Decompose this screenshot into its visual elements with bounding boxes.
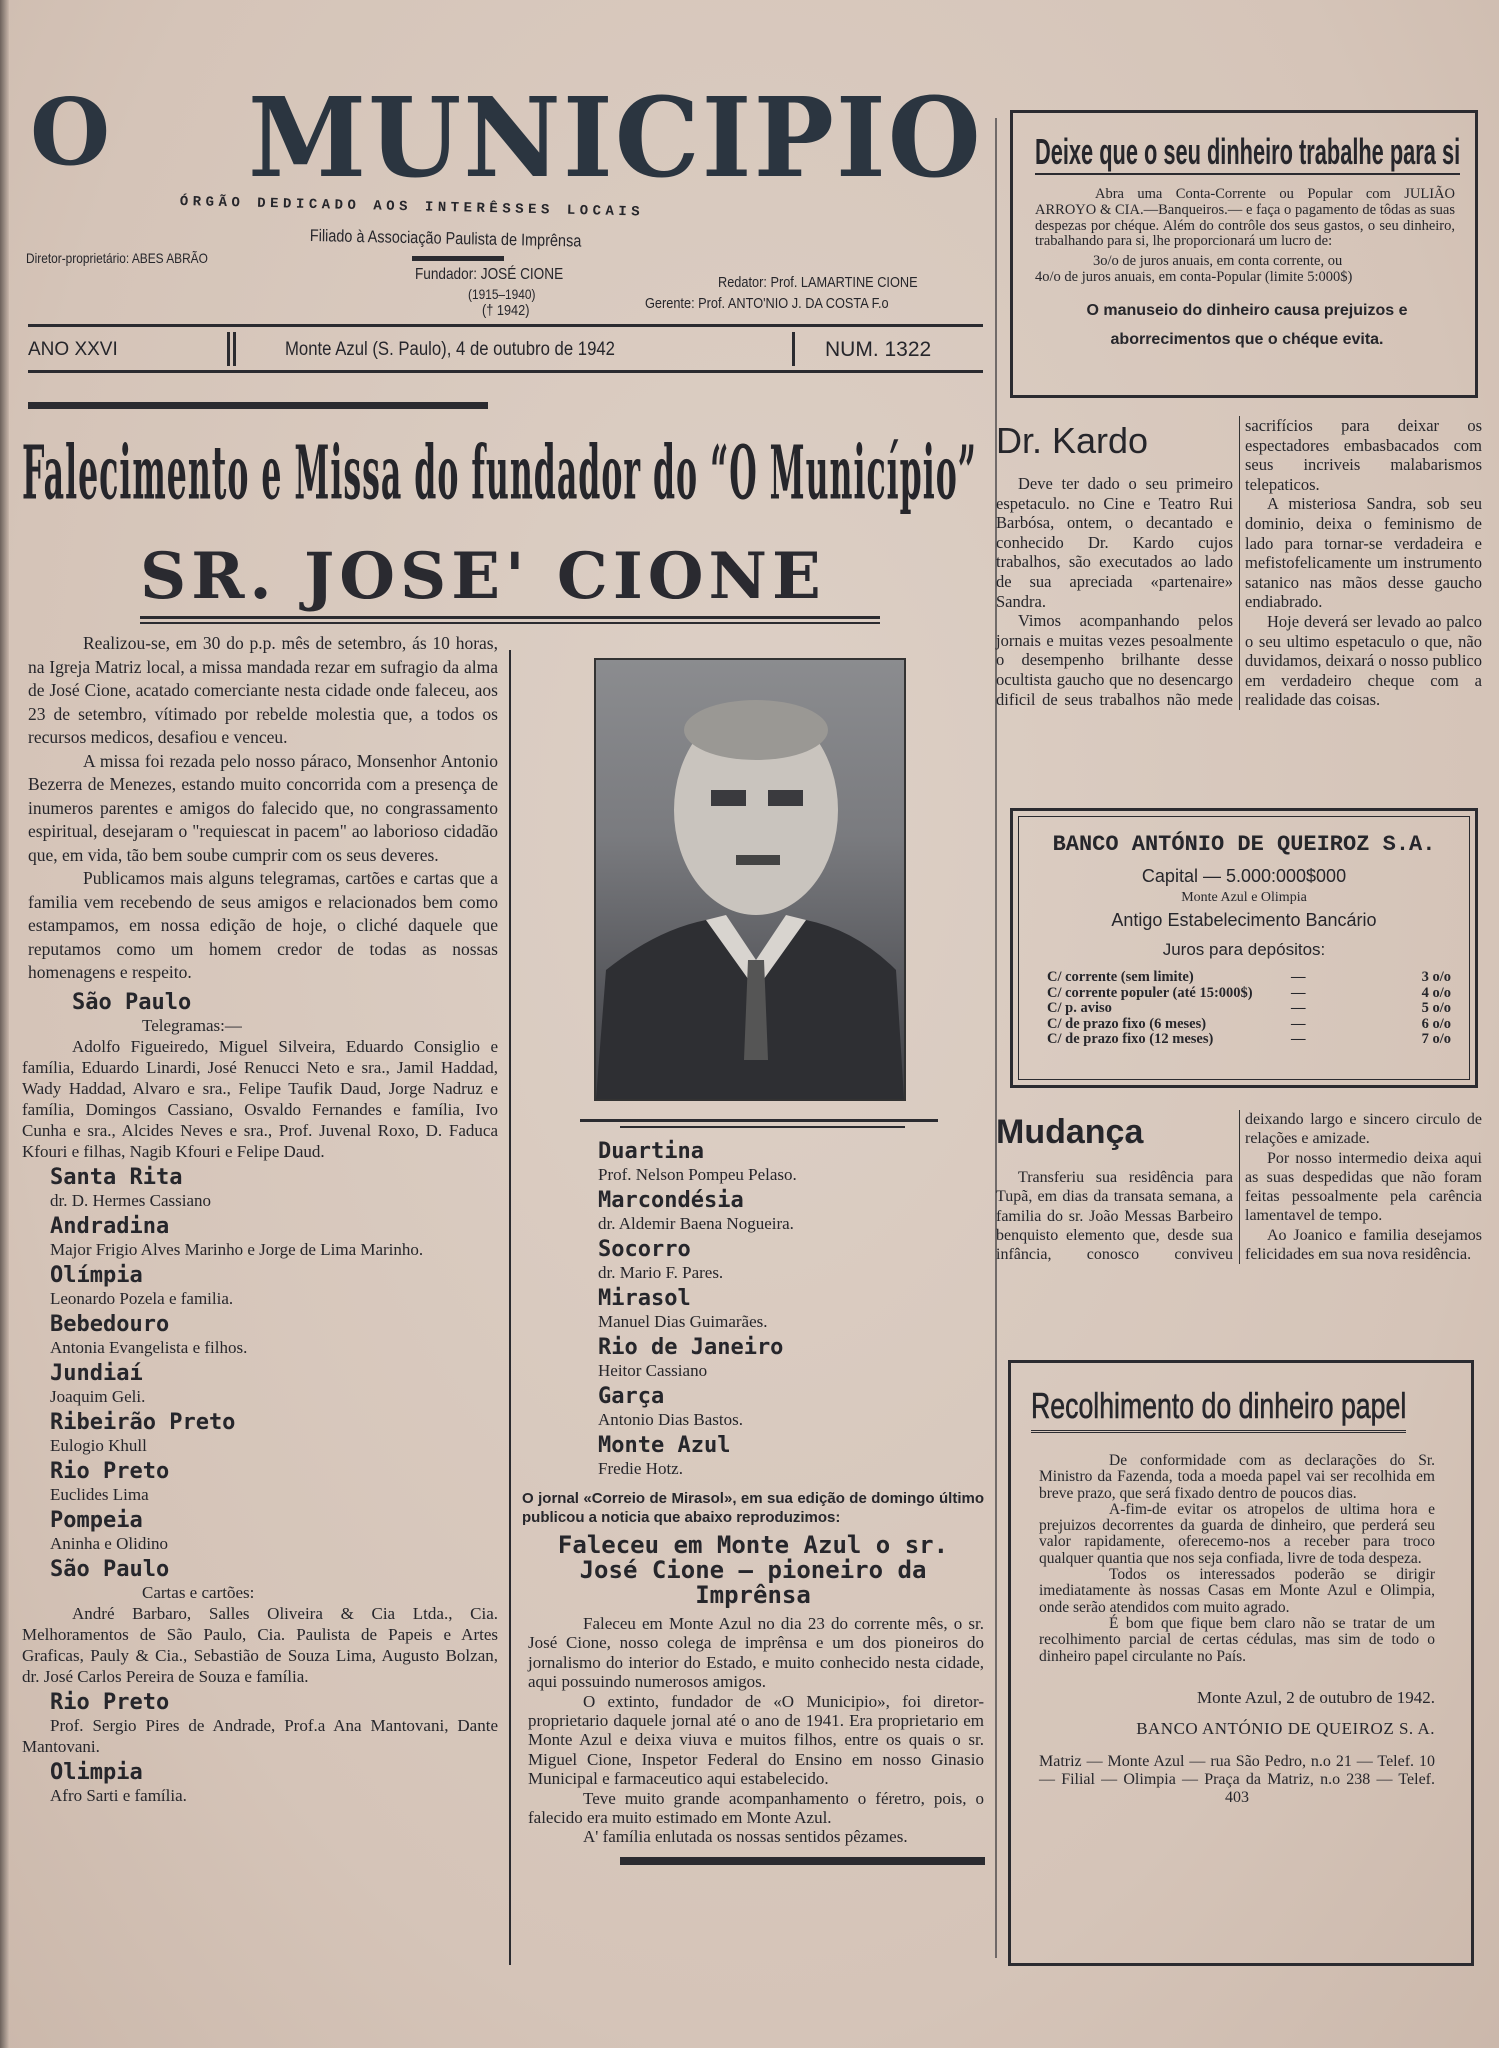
mudanca-body xyxy=(996,1110,1482,1264)
section-names: dr. Aldemir Baena Nogueira. xyxy=(598,1214,794,1233)
section-names: Fredie Hotz. xyxy=(598,1459,683,1478)
masthead-title: MUNICIPIO xyxy=(248,73,983,202)
paragraph: A misteriosa Sandra, sob seu dominio, deixa o feminismo de lado para tornar-se verdadeira e mefistofelicamente um instrumento satanico nas mãos desse gaucho endiabrado. xyxy=(1245,494,1482,612)
paragraph: Todos os interessados poderão se dirigir imediatamente às nossas Casas em Monte Azul e Olimpia, onde serão atendidos com muito agrado. xyxy=(1039,1566,1435,1616)
recolhimento-signature: BANCO ANTÓNIO DE QUEIROZ S. A. xyxy=(1136,1718,1435,1738)
rate-value: 4 o/o xyxy=(1421,984,1451,1001)
masthead-director: Diretor-proprietário: ABES ABRÃO xyxy=(26,250,208,266)
rate-row xyxy=(1047,1001,1451,1017)
rate-row xyxy=(1047,986,1451,1002)
divider xyxy=(412,256,504,261)
column-divider xyxy=(995,118,997,1958)
bank-tagline: Antigo Estabelecimento Bancário xyxy=(1111,910,1377,930)
masthead-affiliation: Filiado à Associação Paulista de Imprênsa xyxy=(309,226,582,251)
rate-value: 5 o/o xyxy=(1421,1000,1451,1016)
condolence-section xyxy=(22,1411,498,1456)
paragraph: Vimos acompanhando pelos jornais e muitas vezes pesoalmente o desempenho brilhante desse ocultista gaucho que no desencargo dificil de seus trabalhos não mede sacrifícios para deixar os espectadores embasbacados com seus incriveis malabarismos telepaticos. xyxy=(996,416,1482,709)
paragraph: Hoje deverá ser levado ao palco o seu ultimo espetaculo o que, não duvidamos, deixará o nosso publico em verdadeiro cheque com a realidade das coisas. xyxy=(1245,611,1482,710)
masthead-founder: Fundador: JOSÉ CIONE xyxy=(415,266,564,283)
place-date: Monte Azul (S. Paulo), 4 de outubro de 1942 xyxy=(285,339,615,360)
paragraph: De conformidade com as declarações do Sr. Ministro da Fazenda, toda a moeda papel vai ser recolhida em breve prazo, que será fixado dentro de poucos dias. xyxy=(1039,1452,1435,1502)
paragraph: É bom que fique bem claro não se tratar de um recolhimento parcial de certas cédulas, mas sim de todo o dinheiro papel circulante no País. xyxy=(1039,1614,1435,1665)
paragraph: Realizou-se, em 30 do p.p. mês de setembro, ás 10 horas, na Igreja Matriz local, a missa mandada rezar em sufragio da alma de José Cione, acatado comerciante nesta cidade onde faleceu, aos 23 de setembro, vítimado por rebelde molestia que, a todos os recursos medicos, desafiou e venceu. xyxy=(28,633,498,747)
section-names: Antonio Dias Bastos. xyxy=(598,1410,743,1429)
recolhimento-title: Recolhimento do dinheiro papel xyxy=(1031,1385,1406,1426)
portrait-photo xyxy=(594,658,906,1101)
place-heading: Pompeia xyxy=(50,1507,143,1533)
rate-dash: — xyxy=(1291,984,1306,1001)
reprint-body xyxy=(528,1614,984,1847)
paragraph: Teve muito grande acompanhamento o féretro, pois, o falecido era muito estimado em Monte Azul. xyxy=(528,1788,984,1828)
section-names: Major Frigio Alves Marinho e Jorge de Lima Marinho. xyxy=(50,1239,424,1259)
place-heading: Rio de Janeiro xyxy=(598,1335,784,1360)
section-names: Adolfo Figueiredo, Miguel Silveira, Eduardo Consiglio e família, Eduardo Linardi, José Renucci Neto e sra., Jamil Haddad, Wady Haddad, Alvaro e sra., Felipe Taufik Daud, Jorge Nadruz e família, Domingos Cassiano, Osvaldo Fernandes e família, Ivo Cunha e sra., Alcides Neves e sra., Prof. Juvenal Roxo, D. Faduca Kfouri e filhas, Nagib Kfouri e Felipe Daud. xyxy=(22,1036,498,1161)
middle-column xyxy=(522,1136,984,1865)
masthead-subtitle: ÓRGÃO DEDICADO AOS INTERÊSSES LOCAIS xyxy=(179,194,645,221)
condolence-list-left xyxy=(22,991,498,1806)
rate-dash: — xyxy=(1291,1015,1306,1032)
section-subheading: Cartas e cartões: xyxy=(142,1582,255,1602)
masthead-founder-years: (1915–1940) xyxy=(468,286,536,302)
rate-row xyxy=(1047,970,1451,986)
cheque-ad-rate-2: 4o/o de juros anuais, em conta-Popular (limite 5:000$) xyxy=(1035,268,1353,285)
place-heading: Marcondésia xyxy=(598,1188,744,1213)
condolence-section xyxy=(570,1189,984,1234)
place-heading: Andradina xyxy=(50,1213,170,1239)
recolhimento-address: Matriz — Monte Azul — rua São Pedro, n.o 21 — Telef. 10 — Filial — Olimpia — Praça da Matriz, n.o 238 — Telef. 403 xyxy=(1039,1752,1435,1806)
condolence-section xyxy=(22,1761,498,1806)
masthead-founder-death: († 1942) xyxy=(482,302,530,319)
paragraph: A-fim-de evitar os atropelos de ultima hora e prejuizos decorrentes da guarda de dinheiro, que perderá seu valor rapidamente, oferecemo-nos a receber para troco qualquer quantia que nos seja confiada, livre de toda despeza. xyxy=(1039,1500,1435,1567)
section-names: Manuel Dias Guimarães. xyxy=(598,1312,768,1331)
condolence-section xyxy=(22,1313,498,1358)
rate-label: C/ corrente populer (até 15:000$) xyxy=(1047,984,1253,1001)
rule xyxy=(28,324,983,327)
rate-dash: — xyxy=(1291,1031,1306,1047)
condolence-section xyxy=(570,1434,984,1479)
paragraph: Transferiu sua residência para Tupã, em dias da transata semana, a familia do sr. João Messas Barbeiro benquisto elemento que, desde sua infância, conosco conviveu deixando largo e sincero circulo de relações e amizade. xyxy=(996,1111,1482,1264)
condolence-section xyxy=(22,1509,498,1554)
place-heading: São Paulo xyxy=(72,989,192,1015)
rate-row xyxy=(1047,1032,1451,1048)
divider xyxy=(227,332,230,366)
rate-value: 6 o/o xyxy=(1421,1015,1451,1032)
bank-rates-title: Juros para depósitos: xyxy=(1162,940,1326,959)
section-names: Aninha e Olidino xyxy=(50,1533,169,1553)
cheque-ad-slogan: O manuseio do dinheiro causa prejuizos e aborrecimentos que o chéque evita. xyxy=(1086,301,1408,348)
place-heading: Santa Rita xyxy=(50,1164,183,1190)
place-heading: Socorro xyxy=(598,1237,691,1262)
bank-name: BANCO ANTÓNIO DE QUEIROZ S.A. xyxy=(1052,832,1436,857)
recolhimento-body xyxy=(1039,1453,1435,1665)
section-names: Prof. Nelson Pompeu Pelaso. xyxy=(598,1165,797,1184)
recolhimento-date: Monte Azul, 2 de outubro de 1942. xyxy=(1197,1687,1435,1707)
paragraph: Faleceu em Monte Azul no dia 23 do corrente mês, o sr. José Cione, nosso colega de imprênsa e um dos pioneiros do jornalismo do interior do Estado, e muito conhecido nesta cidade, aqui possuindo numerosos amigos. xyxy=(528,1614,984,1692)
condolence-section xyxy=(570,1385,984,1430)
bank-ad xyxy=(1010,808,1478,1088)
condolence-section xyxy=(22,1215,498,1260)
condolence-list-mid xyxy=(570,1140,984,1479)
divider xyxy=(792,332,795,366)
column-divider xyxy=(509,650,511,1965)
paragraph: A missa foi rezada pelo nosso páraco, Monsenhor Antonio Bezerra de Menezes, estando muito concorrida com a presença de inumeros parentes e amigos do falecido que, no congrassamento espiritual, desejaram o "requiescat in pacem" ao laborioso cidadão que, em vida, tão bem soube cumprir com os seus deveres. xyxy=(28,750,498,865)
place-heading: Ribeirão Preto xyxy=(50,1409,236,1435)
place-heading: Rio Preto xyxy=(50,1689,170,1715)
section-names: Heitor Cassiano xyxy=(598,1361,708,1380)
reprint-headline: Faleceu em Monte Azul o sr. José Cione — pioneiro da Imprênsa xyxy=(557,1531,949,1609)
main-article-body xyxy=(28,632,498,985)
place-heading: Jundiaí xyxy=(50,1360,143,1386)
place-heading: Mirasol xyxy=(598,1286,691,1311)
place-heading: Monte Azul xyxy=(598,1433,731,1458)
cheque-ad-body: Abra uma Conta-Corrente ou Popular com JULIÃO ARROYO & CIA.—Banqueiros.— e faça o pagamento de tôdas as suas despezas por chéque. Além do contrôle dos seus gastos, o seu dinheiro, trabalhando para si, lhe proporcionará um lucro de: xyxy=(1035,186,1455,250)
section-names: Leonardo Pozela e familia. xyxy=(50,1288,234,1308)
thick-rule xyxy=(28,402,488,409)
condolence-section xyxy=(570,1336,984,1381)
paragraph: A' família enlutada os nossas sentidos pêzames. xyxy=(583,1827,908,1847)
paragraph: O extinto, fundador de «O Municipio», foi diretor-proprietario daquele jornal até o ano de 1941. Era proprietario em Monte Azul e deixa viuva e muitos filhos, entre os quais o sr. Miguel Cione, Inspetor Federal do Ensino em nosso Ginasio Municipal e farmaceutico aqui estabelecido. xyxy=(528,1691,984,1789)
cheque-ad xyxy=(1010,110,1478,398)
reprint-intro: O jornal «Correio de Mirasol», em sua edição de domingo último publicou a noticia que abaixo reproduzimos: xyxy=(522,1490,984,1526)
rule xyxy=(580,1119,938,1122)
left-column xyxy=(22,632,498,1808)
kardo-body xyxy=(996,416,1482,710)
section-names: dr. D. Hermes Cassiano xyxy=(50,1190,212,1210)
rule xyxy=(140,622,880,624)
masthead-editor: Redator: Prof. LAMARTINE CIONE xyxy=(718,274,918,291)
place-heading: São Paulo xyxy=(50,1556,170,1582)
section-names: Prof. Sergio Pires de Andrade, Prof.a Ana Mantovani, Dante Mantovani. xyxy=(22,1715,498,1756)
section-names: Afro Sarti e família. xyxy=(50,1785,187,1805)
condolence-section xyxy=(22,1691,498,1757)
place-heading: Olímpia xyxy=(50,1262,143,1288)
section-names: Antonia Evangelista e filhos. xyxy=(50,1337,248,1357)
rate-label: C/ de prazo fixo (12 meses) xyxy=(1047,1031,1214,1047)
rate-value: 3 o/o xyxy=(1421,969,1451,985)
place-heading: Olimpia xyxy=(50,1759,143,1785)
recolhimento-notice xyxy=(1008,1360,1474,1966)
year-label: ANO XXVI xyxy=(28,339,118,360)
place-heading: Duartina xyxy=(598,1139,704,1164)
rate-label: C/ p. aviso xyxy=(1047,1000,1112,1016)
condolence-section xyxy=(570,1287,984,1332)
rate-row xyxy=(1047,1017,1451,1033)
issue-number: NUM. 1322 xyxy=(825,338,932,361)
section-names: André Barbaro, Salles Oliveira & Cia Ltda., Cia. Melhoramentos de São Paulo, Cia. Paulista de Papeis e Artes Graficas, Pauly & Cia., Sebastião de Souza Lima, Augusto Bolzan, dr. José Carlos Pereira de Souza e família. xyxy=(22,1603,498,1686)
rate-dash: — xyxy=(1291,1000,1306,1016)
paragraph: Deve ter dado o seu primeiro espetaculo. no Cine e Teatro Rui Barbósa, ontem, o decantado e conhecido Dr. Kardo cujos trabalhos, são executados ao lado de sua apreciada «partenaire» Sandra. xyxy=(996,474,1233,611)
rate-dash: — xyxy=(1291,969,1306,985)
mudanca-title: Mudança xyxy=(996,1113,1144,1151)
cheque-ad-title: Deixe que o seu dinheiro trabalhe para si xyxy=(1035,131,1460,172)
place-heading: Bebedouro xyxy=(50,1311,170,1337)
rate-label: C/ corrente (sem limite) xyxy=(1047,969,1194,985)
rate-value: 7 o/o xyxy=(1421,1031,1451,1047)
rule xyxy=(28,370,983,373)
masthead-article: O xyxy=(30,78,111,186)
condolence-section xyxy=(570,1140,984,1185)
section-subheading: Telegramas:— xyxy=(142,1015,242,1035)
divider xyxy=(233,332,236,366)
condolence-section xyxy=(570,1238,984,1283)
condolence-section xyxy=(22,1362,498,1407)
portrait-image xyxy=(596,660,904,1099)
kardo-title: Dr. Kardo xyxy=(996,420,1149,461)
rule xyxy=(620,1126,905,1128)
condolence-section xyxy=(22,1558,498,1687)
masthead-manager: Gerente: Prof. ANTO'NIO J. DA COSTA F.o xyxy=(645,295,889,312)
cheque-ad-rate-1: 3o/o de juros anuais, em conta corrente, ou xyxy=(1093,253,1343,270)
paragraph: Por nosso intermedio deixa aqui as suas despedidas que não foram feitas pessoalmente pela carência lamentavel de tempo. xyxy=(1245,1149,1482,1225)
section-names: dr. Mario F. Pares. xyxy=(598,1263,724,1282)
rate-label: C/ de prazo fixo (6 meses) xyxy=(1047,1015,1207,1032)
bank-capital: Capital — 5.000:000$000 xyxy=(1141,866,1347,886)
paragraph: Publicamos mais alguns telegramas, cartões e cartas que a familia vem recebendo de seus amigos e relacionados bem como estampamos, em nossa edição de hoje, o cliché daquele que reputamos como um homem credor de todas as nossas homenagens e respeito. xyxy=(28,868,498,982)
section-names: Joaquim Geli. xyxy=(50,1386,146,1406)
thick-rule xyxy=(620,1857,985,1865)
place-heading: Rio Preto xyxy=(50,1458,170,1484)
subject-headline: SR. JOSE' CIONE xyxy=(140,539,826,614)
main-headline: Falecimento e Missa do fundador do “O Município” xyxy=(22,430,977,518)
paragraph: Ao Joanico e familia desejamos felicidades em sua nova residência. xyxy=(1245,1226,1482,1264)
bank-rates-table xyxy=(1047,970,1451,1048)
bank-cities: Monte Azul e Olimpia xyxy=(1181,890,1307,905)
section-names: Eulogio Khull xyxy=(50,1435,147,1455)
condolence-section xyxy=(22,1460,498,1505)
rule xyxy=(140,616,880,619)
section-names: Euclides Lima xyxy=(50,1484,149,1504)
condolence-section xyxy=(22,1264,498,1309)
place-heading: Garça xyxy=(598,1384,665,1409)
condolence-section xyxy=(22,1166,498,1211)
condolence-section xyxy=(22,991,498,1162)
